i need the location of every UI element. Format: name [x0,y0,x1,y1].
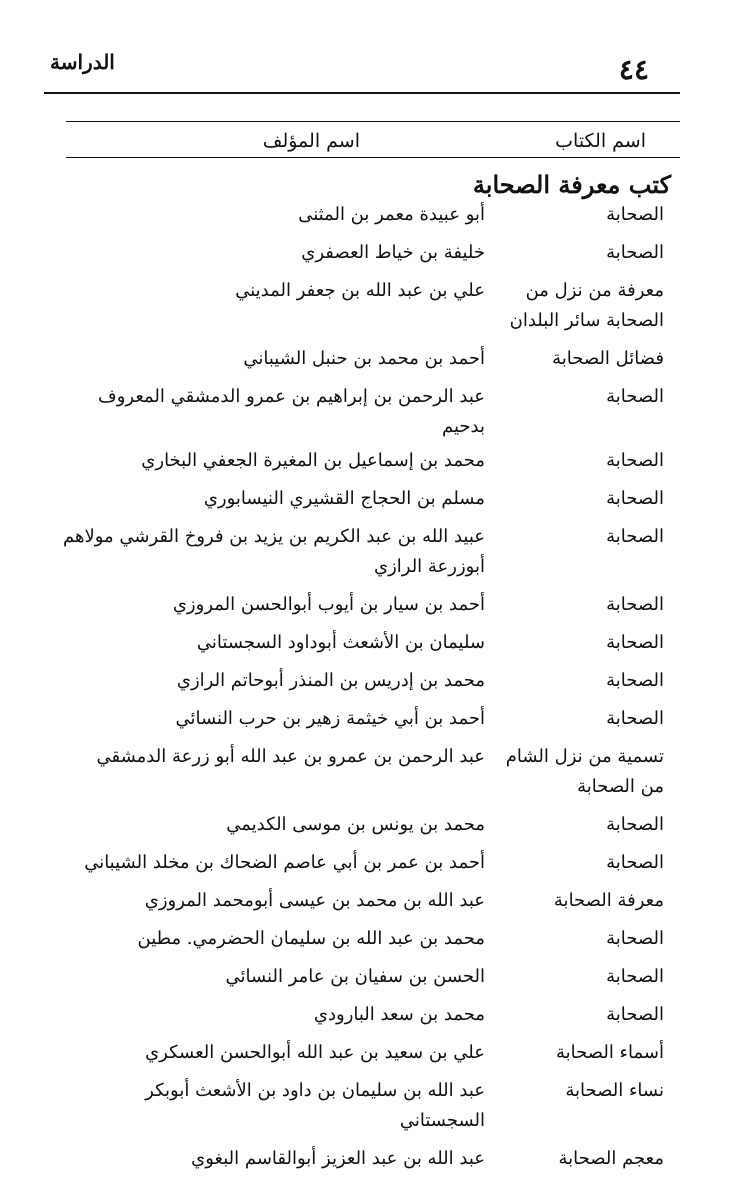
author-name: عبد الرحمن بن عمرو بن عبد الله أبو زرعة الدمشقي [96,746,485,767]
author-name: أحمد بن عمر بن أبي عاصم الضحاك بن مخلد الشيباني [84,852,485,873]
author-name: أحمد بن سيار بن أيوب أبوالحسن المروزي [172,594,485,615]
table-row [56,522,670,586]
author-name: محمد بن سعد البارودي [313,1004,485,1025]
table-row [56,484,670,518]
table-header-rule [66,157,680,158]
table-row [56,810,670,844]
author-name: عبد الله بن محمد بن عيسى أبومحمد المروزي [144,890,485,911]
entries-table [56,200,670,1182]
author-name: أبو عبيدة معمر بن المثنى [298,204,485,225]
column-header-author: اسم المؤلف [262,130,360,152]
book-title: الصحابة [606,708,664,729]
author-name: علي بن سعيد بن عبد الله أبوالحسن العسكري [145,1042,485,1063]
book-title: الصحابة [606,670,664,691]
table-top-rule [66,121,680,122]
author-name: علي بن عبد الله بن جعفر المديني [235,280,485,301]
table-row [56,1000,670,1034]
table-row [56,1076,670,1140]
book-title: الصحابة [606,204,664,225]
book-title: الصحابة [606,632,664,653]
book-title: الصحابة [606,450,664,471]
table-row [56,924,670,958]
table-row [56,666,670,700]
author-name: عبد الرحمن بن إبراهيم بن عمرو الدمشقي المعروف بدحيم [98,386,485,437]
book-title: الصحابة [606,814,664,835]
book-title: نساء الصحابة [565,1080,664,1101]
book-title: الصحابة [606,928,664,949]
column-header-book: اسم الكتاب [555,130,646,152]
book-title: الصحابة [606,386,664,407]
table-row [56,200,670,234]
book-title: الصحابة [606,242,664,263]
book-title: الصحابة [606,594,664,615]
table-row [56,382,670,442]
author-name: سليمان بن الأشعث أبوداود السجستاني [196,632,485,653]
author-name: عبد الله بن سليمان بن داود بن الأشعث أبوبكر السجستاني [145,1080,485,1131]
book-title: معرفة من نزل من الصحابة سائر البلدان [509,280,664,331]
author-name: عبد الله بن عبد العزيز أبوالقاسم البغوي [191,1148,485,1169]
table-row [56,446,670,480]
book-title: الصحابة [606,852,664,873]
author-name: الحسن بن سفيان بن عامر النسائي [225,966,485,987]
book-title: الصحابة [606,526,664,547]
author-name: خليفة بن خياط العصفري [301,242,485,263]
author-name: محمد بن يونس بن موسى الكديمي [226,814,485,835]
table-row [56,344,670,378]
table-row [56,1144,670,1178]
author-name: محمد بن إدريس بن المنذر أبوحاتم الرازي [176,670,485,691]
book-title: فضائل الصحابة [552,348,664,369]
running-head: الدراسة [50,50,115,74]
table-row [56,238,670,272]
book-title: معرفة الصحابة [553,890,664,911]
book-title: تسمية من نزل الشام من الصحابة [505,746,664,797]
author-name: أحمد بن محمد بن حنبل الشيباني [243,348,485,369]
author-name: محمد بن إسماعيل بن المغيرة الجعفي البخاري [141,450,485,471]
table-row [56,962,670,996]
author-name: مسلم بن الحجاج القشيري النيسابوري [203,488,485,509]
table-row [56,886,670,920]
author-name: محمد بن عبد الله بن سليمان الحضرمي. مطين [137,928,485,949]
table-row [56,704,670,738]
header-rule [44,92,680,94]
table-row [56,848,670,882]
column-headers [66,130,680,156]
section-heading: كتب معرفة الصحابة [472,170,671,199]
table-row [56,742,670,806]
book-title: معجم الصحابة [558,1148,664,1169]
page-number: ٤٤ [618,53,649,86]
table-row [56,628,670,662]
book-title: الصحابة [606,1004,664,1025]
author-name: أحمد بن أبي خيثمة زهير بن حرب النسائي [175,708,485,729]
table-row [56,590,670,624]
table-row [56,1038,670,1072]
table-row [56,276,670,340]
book-title: الصحابة [606,488,664,509]
author-name: عبيد الله بن عبد الكريم بن يزيد بن فروخ القرشي مولاهم أبوزرعة الرازي [63,526,485,577]
book-title: أسماء الصحابة [555,1042,664,1063]
book-title: الصحابة [606,966,664,987]
